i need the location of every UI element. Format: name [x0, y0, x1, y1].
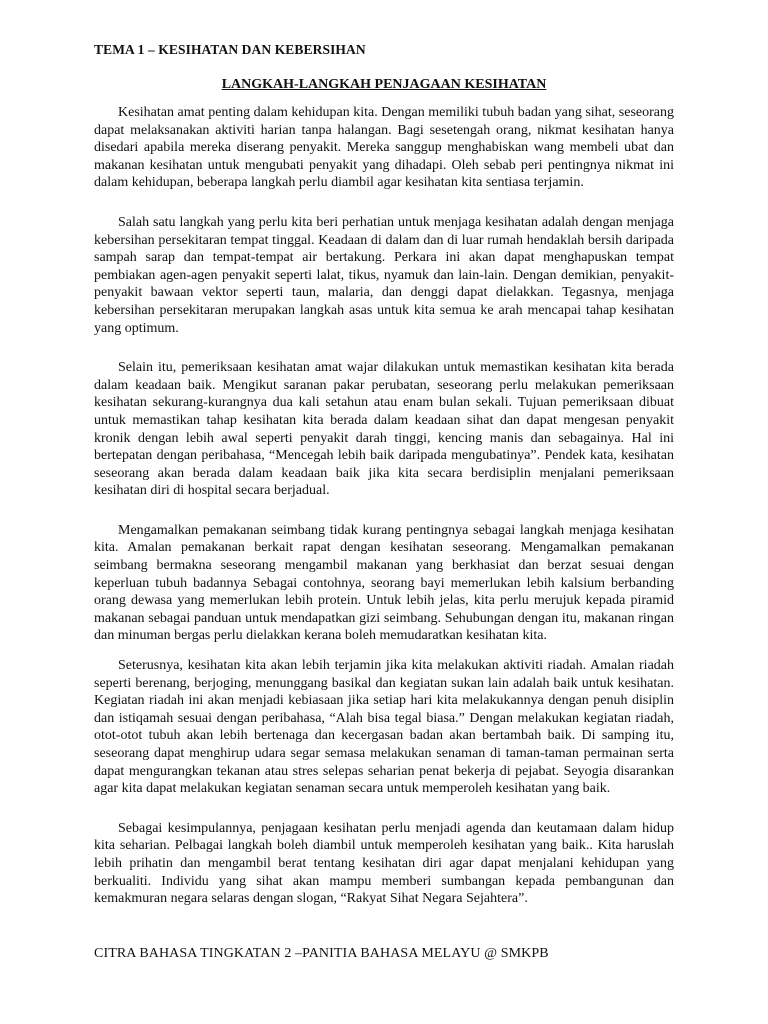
paragraph-health-checkup: Selain itu, pemeriksaan kesihatan amat wajar dilakukan untuk memastikan kesihatan kita berada dalam keadaan baik. Mengikut saranan pakar perubatan, seseorang perlu melakukan pemeriksaan kesihatan sekurang-kurangnya dua kali setahun atau enam bulan sekali. Tujuan pemeriksaan dibuat untuk memastikan tahap kesihatan kita berada dalam keadaan sihat dan dapat mengesan penyakit kronik dengan lebih awal seperti penyakit darah tinggi, kencing manis dan sebagainya. Hal ini bertepatan dengan peribahasa, “Mencegah lebih baik daripada mengubatinya”. Pendek kata, kesihatan seseorang akan berada dalam keadaan baik jika kita secara berdisiplin menjalani pemeriksaan kesihatan diri di hospital secara berjadual. — [94, 360, 674, 499]
essay-title: LANGKAH-LANGKAH PENJAGAAN KESIHATAN — [221, 77, 547, 92]
paragraph-introduction: Kesihatan amat penting dalam kehidupan kita. Dengan memiliki tubuh badan yang sihat, seseorang dapat melaksanakan aktiviti harian tanpa halangan. Bagi sesetengah orang, nikmat kesihatan hanya disedari apabila mereka diserang penyakit. Mereka sanggup menghabiskan wang membeli ubat dan makanan kesihatan untuk mengubati penyakit yang dihadapi. Oleh sebab peri pentingnya nikmat ini dalam kehidupan, beberapa langkah perlu diambil agar kesihatan kita sentiasa terjamin. — [94, 105, 674, 191]
paragraph-balanced-diet: Mengamalkan pemakanan seimbang tidak kurang pentingnya sebagai langkah menjaga kesihatan kita. Amalan pemakanan berkait rapat dengan kesihatan seseorang. Mengamalkan pemakanan seimbang bermakna seseorang mengambil makanan yang berkhasiat dan berzat sesuai dengan keperluan tubuh badannya Sebagai contohnya, seorang bayi memerlukan lebih kalsium berbanding orang dewasa yang memerlukan lebih protein. Untuk lebih jelas, kita perlu merujuk kepada piramid makanan sebagai panduan untuk mendapatkan gizi seimbang. Sehubungan dengan itu, makanan ringan dan minuman bergas perlu dielakkan kerana boleh memudaratkan kesihatan kita. — [94, 522, 674, 644]
essay-body — [94, 104, 674, 930]
theme-header: TEMA 1 – KESIHATAN DAN KEBERSIHAN — [94, 42, 366, 57]
paragraph-recreation: Seterusnya, kesihatan kita akan lebih terjamin jika kita melakukan aktiviti riadah. Amalan riadah seperti berenang, berjoging, menunggang basikal dan kegiatan sukan lain adalah baik untuk kesihatan. Kegiatan riadah ini akan menjadi kebiasaan jika setiap hari kita melakukannya dengan penuh disiplin dan istiqamah sesuai dengan peribahasa, “Alah bisa tegal biasa.” Dengan melakukan kegiatan riadah, otot-otot tubuh akan lebih bertenaga dan kecergasan badan akan bertambah baik. Di samping itu, seseorang dapat menghirup udara segar semasa melakukan senaman di taman-taman permainan serta dapat mengurangkan tekanan atau stres selepas seharian penat bekerja di pejabat. Seyogia disarankan agar kita dapat melakukan kegiatan senaman secara untuk memperoleh kesihatan yang baik. — [94, 658, 674, 797]
paragraph-cleanliness: Salah satu langkah yang perlu kita beri perhatian untuk menjaga kesihatan adalah dengan menjaga kebersihan persekitaran tempat tinggal. Keadaan di dalam dan di luar rumah hendaklah bersih daripada sampah sarap dan tempat-tempat air bertakung. Perkara ini akan dapat menghapuskan tempat pembiakan agen-agen penyakit seperti lalat, tikus, nyamuk dan lain-lain. Dengan demikian, penyakit-penyakit bawaan vektor seperti taun, malaria, dan denggi dapat dielakkan. Tegasnya, menjaga kebersihan persekitaran merupakan langkah asas untuk kita semua ke arah mencapai tahap kesihatan yang optimum. — [94, 214, 674, 336]
paragraph-conclusion: Sebagai kesimpulannya, penjagaan kesihatan perlu menjadi agenda dan keutamaan dalam hidup kita seharian. Pelbagai langkah boleh diambil untuk memperoleh kesihatan yang baik.. Kita haruslah lebih prihatin dan mengambil berat tentang kesihatan diri agar dapat menjalani kehidupan yang berkualiti. Individu yang sihat akan mampu memberi sumbangan kepada pembangunan dan kemakmuran negara selaras dengan slogan, “Rakyat Sihat Negara Sejahtera”. — [94, 820, 674, 907]
page-footer: CITRA BAHASA TINGKATAN 2 –PANITIA BAHASA MELAYU @ SMKPB — [94, 946, 549, 961]
